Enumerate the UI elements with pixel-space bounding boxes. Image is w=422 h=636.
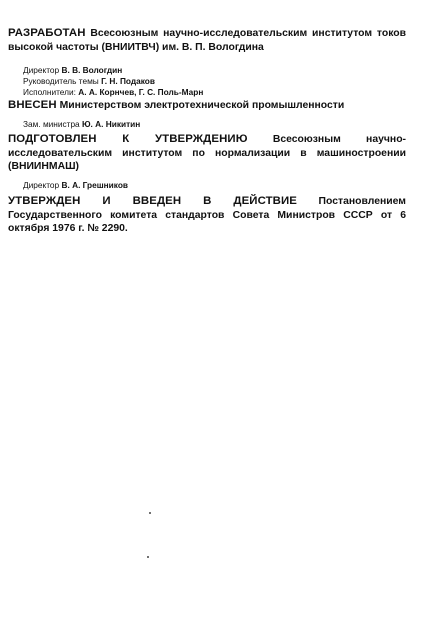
person-role: Исполнители: [23, 87, 76, 97]
developed-person-executors [23, 87, 403, 98]
introduced-people [23, 119, 403, 130]
introduced-text: Министерством электротехнической промышленности [56, 100, 345, 111]
prepared-person-director [23, 180, 403, 191]
scan-speck [149, 512, 151, 514]
developed-people [23, 65, 403, 98]
approved-lead: УТВЕРЖДЕН И ВВЕДЕН В ДЕЙСТВИЕ [8, 195, 297, 207]
person-role: Зам. министра [23, 119, 80, 129]
person-names: В. А. Грешников [61, 180, 128, 190]
developed-person-director [23, 65, 403, 76]
introduced-lead: ВНЕСЕН [8, 99, 57, 111]
prepared-people [23, 180, 403, 191]
prepared-paragraph [8, 133, 406, 174]
scan-speck [147, 556, 149, 558]
introduced-paragraph [8, 99, 406, 113]
introduced-person-deputy [23, 119, 403, 130]
person-names: Ю. А. Никитин [82, 119, 141, 129]
developed-paragraph [8, 27, 406, 54]
developed-person-lead [23, 76, 403, 87]
person-names: В. В. Вологдин [61, 65, 123, 75]
person-role: Директор [23, 65, 60, 75]
prepared-lead: ПОДГОТОВЛЕН К УТВЕРЖДЕНИЮ [8, 133, 248, 145]
person-names: Г. Н. Подаков [101, 76, 155, 86]
approved-text: Постановлением Государственного комитета стандартов Совета Министров СССР от 6 октября 1976 г. № 2290. [8, 196, 406, 234]
person-role: Руководитель темы [23, 76, 99, 86]
person-names: А. А. Корнчев, Г. С. Поль-Марн [78, 87, 204, 97]
approved-paragraph [8, 195, 406, 236]
developed-lead: РАЗРАБОТАН [8, 27, 86, 39]
person-role: Директор [23, 180, 60, 190]
prepared-text: Всесоюзным научно-исследовательским институтом по нормализации в машиностроении (ВНИИНМАШ) [8, 134, 406, 172]
developed-text: Всесоюзным научно-исследовательским институтом токов высокой частоты (ВНИИТВЧ) им. В. П. Вологдина [8, 28, 406, 53]
